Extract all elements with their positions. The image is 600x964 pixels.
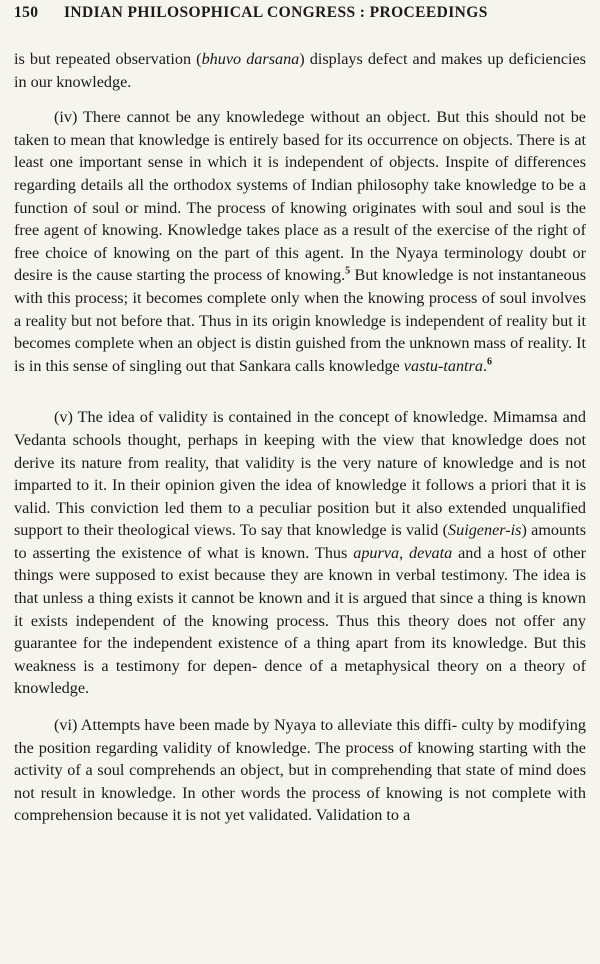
text-run: is but repeated observation ( [14,50,202,68]
italic-term: Suigener-is [448,521,522,540]
running-header [14,4,586,26]
italic-term: apurva [353,543,400,562]
text-run: ) amounts to asserting the existence of what is known. Thus [14,521,586,562]
text-run: (v) The idea of validity is contained in the concept of knowledge. Mimamsa and Vedanta schools thought, perhaps in keeping with the view that knowledge does not derive its nature from reality, that validity is the very nature of knowledge and is not imparted to it. In their opinion given the idea of knowledge it follows a priori that it is valid. This conviction led them to a peculiar position but it also extended unqualified support to their theological views. To say that knowledge is valid ( [14,408,586,540]
paragraph-v [14,406,586,700]
text-run: and a host of other things were supposed to exist because they are known in verbal testimony. The idea is that unless a thing exists it cannot be known and it is argued that since a thing is known it exists independent of the knowing process. Thus this theory does not offer any guarantee for the independent existence of a thing apart from its knowledge. But this weakness is a testimony for depen- dence of a metaphysical theory on a theory of knowledge. [14,543,586,698]
text-run: But knowledge is not instantaneous with this process; it becomes complete only when the knowing process of soul involves a reality but not before that. Thus in its origin knowledge is independent of reality but it becomes complete when an object is distin guished from the unknown mass of reality. It is in this sense of singling out that Sankara calls knowledge [14,266,586,375]
paragraph-iv [14,106,586,377]
italic-term: devata [409,543,453,562]
text-run: (iv) There cannot be any knowledege without an object. But this should not be taken to mean that knowledge is entirely based for its occurrence on objects. There is at least one important sense in which it is independent of objects. Inspite of differences regarding details all the orthodox systems of Indian philosophy take knowledge to be a function of soul or mind. The process of knowing originates with soul and soul is the free agent of knowing. Knowledge takes place as a result of the exercise of the right of free choice of knowing on the part of this agent. In the Nyaya terminology doubt or desire is the cause starting the process of knowing. [14,108,586,285]
text-run: , [399,543,410,562]
text-run: . [482,356,487,375]
footnote-marker: 5 [345,265,351,277]
footnote-marker: 6 [486,356,492,368]
page-number: 150 [14,4,39,21]
body-text [14,48,586,827]
text-run: (vi) Attempts have been made by Nyaya to alleviate this diffi- culty by modifying the position regarding validity of knowledge. The process of knowing starting with the activity of a soul comprehends an object, but in comprehending that state of mind does not result in knowledge. In other words the process of knowing is not complete with comprehension because it is not yet validated. Validation to a [14,716,586,825]
italic-term: bhuvo darsana [201,50,300,68]
italic-term: vastu-tantra [403,356,483,375]
paragraph-continuation [14,48,586,93]
running-title: INDIAN PHILOSOPHICAL CONGRESS : PROCEEDINGS [64,4,488,21]
text-run: ) displays defect and makes up deficiencies in our knowledge. [14,50,586,91]
paragraph-vi [14,714,586,827]
